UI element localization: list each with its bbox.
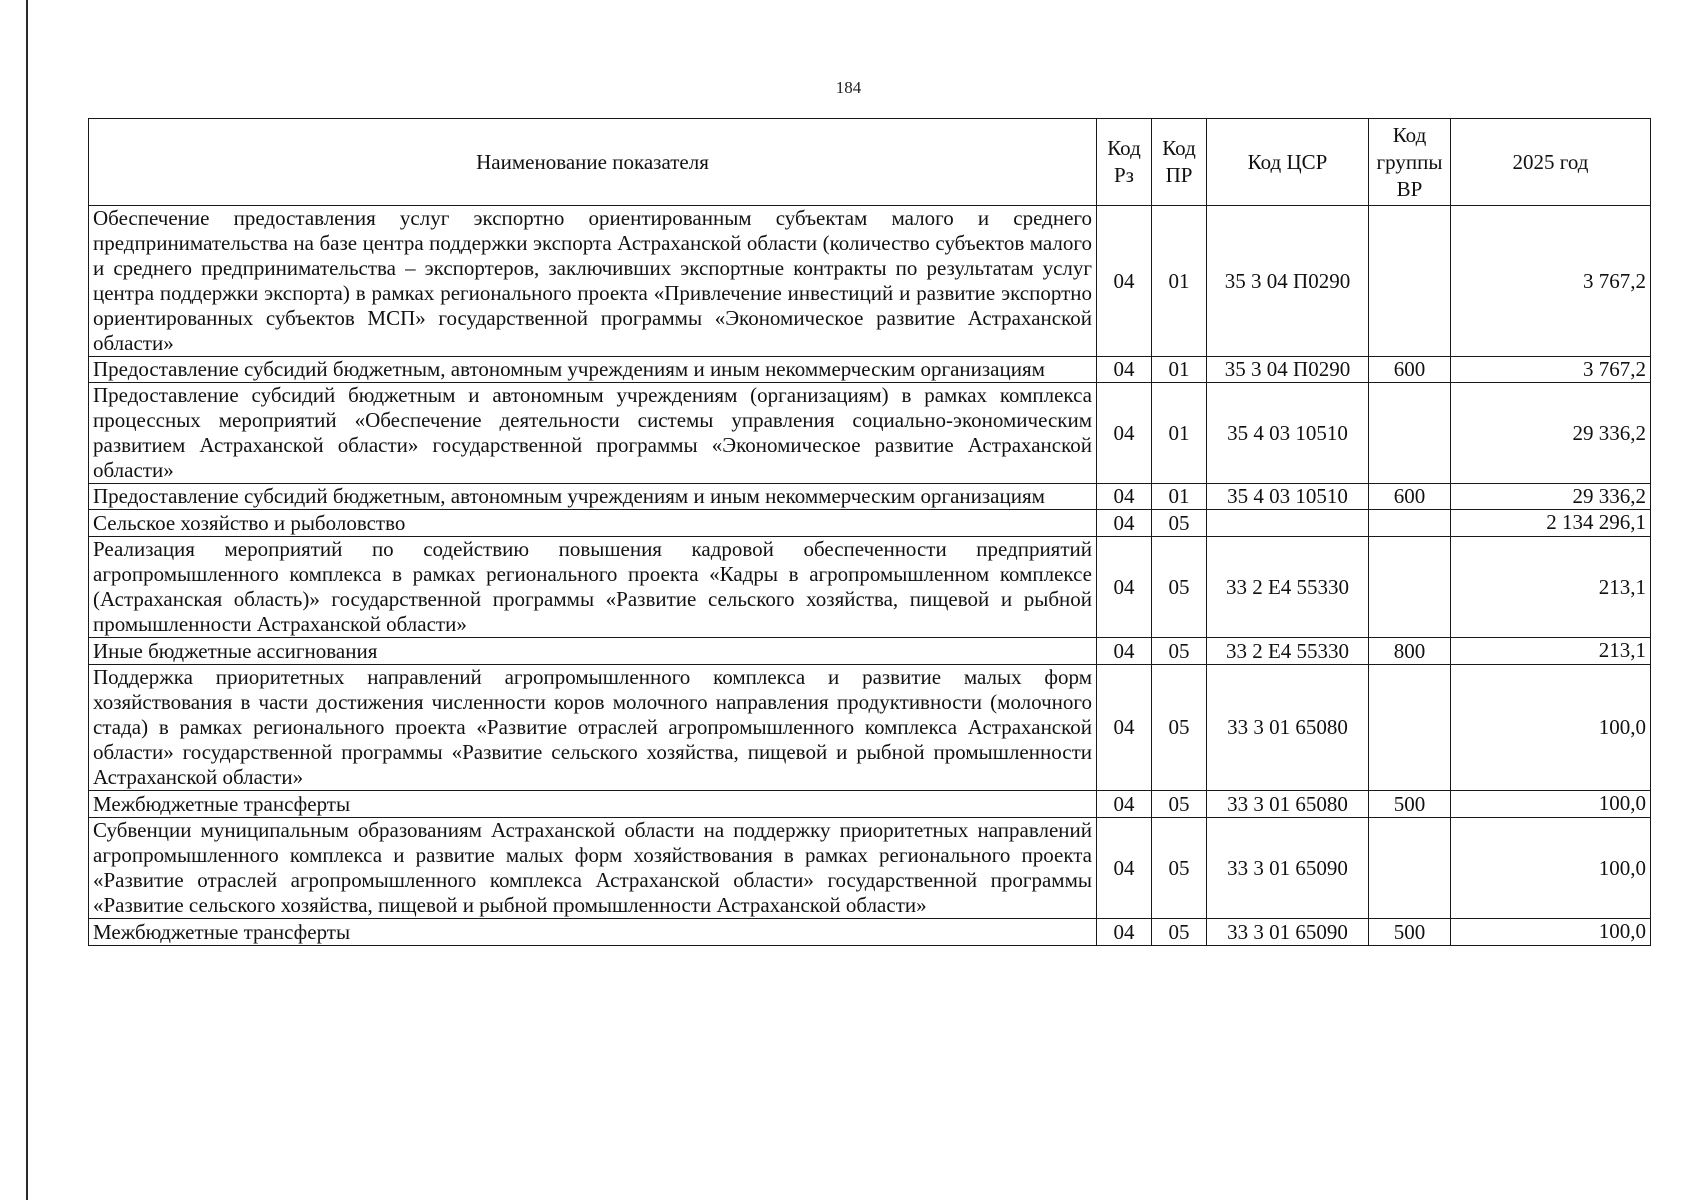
- row-name: Реализация мероприятий по содействию повышения кадровой обеспеченности предприятий агропромышленного комплекса в рамках регионального проекта «Кадры в агропромышленном комплексе (Астраханская область)» государственной программы «Развитие сельского хозяйства, пищевой и рыбной промышленности Астраханской области»: [89, 537, 1097, 638]
- row-amount: 2 134 296,1: [1451, 510, 1651, 537]
- row-csr: 33 2 Е4 55330: [1207, 537, 1369, 638]
- row-pr: 01: [1152, 206, 1207, 357]
- row-rz: 04: [1097, 919, 1152, 946]
- row-csr: 33 2 Е4 55330: [1207, 638, 1369, 665]
- row-pr: 05: [1152, 818, 1207, 919]
- row-csr: [1207, 510, 1369, 537]
- row-amount: 100,0: [1451, 665, 1651, 791]
- header-name: Наименование показателя: [89, 119, 1097, 206]
- row-csr: 33 3 01 65080: [1207, 791, 1369, 818]
- row-pr: 01: [1152, 357, 1207, 383]
- row-amount: 213,1: [1451, 638, 1651, 665]
- row-rz: 04: [1097, 537, 1152, 638]
- table-body: [89, 206, 1651, 946]
- row-name: Межбюджетные трансферты: [89, 791, 1097, 818]
- table-row: [89, 383, 1651, 484]
- row-name: Предоставление субсидий бюджетным, автономным учреждениям и иным некоммерческим организациям: [89, 484, 1097, 510]
- table-row: [89, 537, 1651, 638]
- budget-table: [88, 118, 1651, 946]
- row-rz: 04: [1097, 383, 1152, 484]
- row-pr: 01: [1152, 484, 1207, 510]
- table-row: [89, 510, 1651, 537]
- row-vr: [1369, 206, 1451, 357]
- row-name: Поддержка приоритетных направлений агропромышленного комплекса и развитие малых форм хозяйствования в части достижения численности коров молочного направления продуктивности (молочного стада) в рамках регионального проекта «Развитие отраслей агропромышленного комплекса Астраханской области» государственной программы «Развитие сельского хозяйства, пищевой и рыбной промышленности Астраханской области»: [89, 665, 1097, 791]
- header-year: 2025 год: [1451, 119, 1651, 206]
- row-name: Предоставление субсидий бюджетным и автономным учреждениям (организациям) в рамках комплекса процессных мероприятий «Обеспечение деятельности системы управления социально-экономическим развитием Астраханской области» государственной программы «Экономическое развитие Астраханской области»: [89, 383, 1097, 484]
- row-rz: 04: [1097, 484, 1152, 510]
- page-number: 184: [835, 78, 862, 97]
- row-vr: [1369, 537, 1451, 638]
- row-amount: 100,0: [1451, 791, 1651, 818]
- header-vr: Код группы ВР: [1369, 119, 1451, 206]
- row-pr: 05: [1152, 665, 1207, 791]
- row-rz: 04: [1097, 818, 1152, 919]
- row-csr: 35 4 03 10510: [1207, 484, 1369, 510]
- row-vr: [1369, 510, 1451, 537]
- table-row: [89, 665, 1651, 791]
- table-row: [89, 791, 1651, 818]
- table-row: [89, 206, 1651, 357]
- row-name: Предоставление субсидий бюджетным, автономным учреждениям и иным некоммерческим организациям: [89, 357, 1097, 383]
- row-vr: 600: [1369, 484, 1451, 510]
- row-pr: 05: [1152, 638, 1207, 665]
- row-vr: [1369, 383, 1451, 484]
- row-name: Обеспечение предоставления услуг экспортно ориентированным субъектам малого и среднего предпринимательства на базе центра поддержки экспорта Астраханской области (количество субъектов малого и среднего предпринимательства – экспортеров, заключивших экспортные контракты по результатам услуг центра поддержки экспорта) в рамках регионального проекта «Привлечение инвестиций и развитие экспортно ориентированных субъектов МСП» государственной программы «Экономическое развитие Астраханской области»: [89, 206, 1097, 357]
- row-csr: 35 3 04 П0290: [1207, 206, 1369, 357]
- header-pr: Код ПР: [1152, 119, 1207, 206]
- row-vr: [1369, 665, 1451, 791]
- row-rz: 04: [1097, 357, 1152, 383]
- table-row: [89, 357, 1651, 383]
- row-vr: 500: [1369, 919, 1451, 946]
- row-name: Сельское хозяйство и рыболовство: [89, 510, 1097, 537]
- header-row: [89, 119, 1651, 206]
- row-amount: 100,0: [1451, 818, 1651, 919]
- row-rz: 04: [1097, 665, 1152, 791]
- row-amount: 213,1: [1451, 537, 1651, 638]
- row-vr: 800: [1369, 638, 1451, 665]
- row-csr: 33 3 01 65090: [1207, 919, 1369, 946]
- row-rz: 04: [1097, 791, 1152, 818]
- row-vr: [1369, 818, 1451, 919]
- table-row: [89, 818, 1651, 919]
- row-pr: 05: [1152, 510, 1207, 537]
- row-vr: 600: [1369, 357, 1451, 383]
- row-name: Иные бюджетные ассигнования: [89, 638, 1097, 665]
- row-amount: 29 336,2: [1451, 383, 1651, 484]
- row-name: Межбюджетные трансферты: [89, 919, 1097, 946]
- row-pr: 01: [1152, 383, 1207, 484]
- row-amount: 3 767,2: [1451, 206, 1651, 357]
- row-amount: 29 336,2: [1451, 484, 1651, 510]
- row-csr: 33 3 01 65090: [1207, 818, 1369, 919]
- table-row: [89, 638, 1651, 665]
- row-rz: 04: [1097, 510, 1152, 537]
- header-rz: Код Рз: [1097, 119, 1152, 206]
- row-amount: 3 767,2: [1451, 357, 1651, 383]
- scan-edge-line: [26, 0, 28, 1200]
- table-header: [89, 119, 1651, 206]
- header-csr: Код ЦСР: [1207, 119, 1369, 206]
- row-pr: 05: [1152, 791, 1207, 818]
- row-amount: 100,0: [1451, 919, 1651, 946]
- row-csr: 35 3 04 П0290: [1207, 357, 1369, 383]
- row-csr: 35 4 03 10510: [1207, 383, 1369, 484]
- row-csr: 33 3 01 65080: [1207, 665, 1369, 791]
- row-pr: 05: [1152, 919, 1207, 946]
- table-row: [89, 484, 1651, 510]
- table-row: [89, 919, 1651, 946]
- row-vr: 500: [1369, 791, 1451, 818]
- row-rz: 04: [1097, 206, 1152, 357]
- row-name: Субвенции муниципальным образованиям Астраханской области на поддержку приоритетных направлений агропромышленного комплекса и развитие малых форм хозяйствования в рамках регионального проекта «Развитие отраслей агропромышленного комплекса Астраханской области» государственной программы «Развитие сельского хозяйства, пищевой и рыбной промышленности Астраханской области»: [89, 818, 1097, 919]
- row-rz: 04: [1097, 638, 1152, 665]
- row-pr: 05: [1152, 537, 1207, 638]
